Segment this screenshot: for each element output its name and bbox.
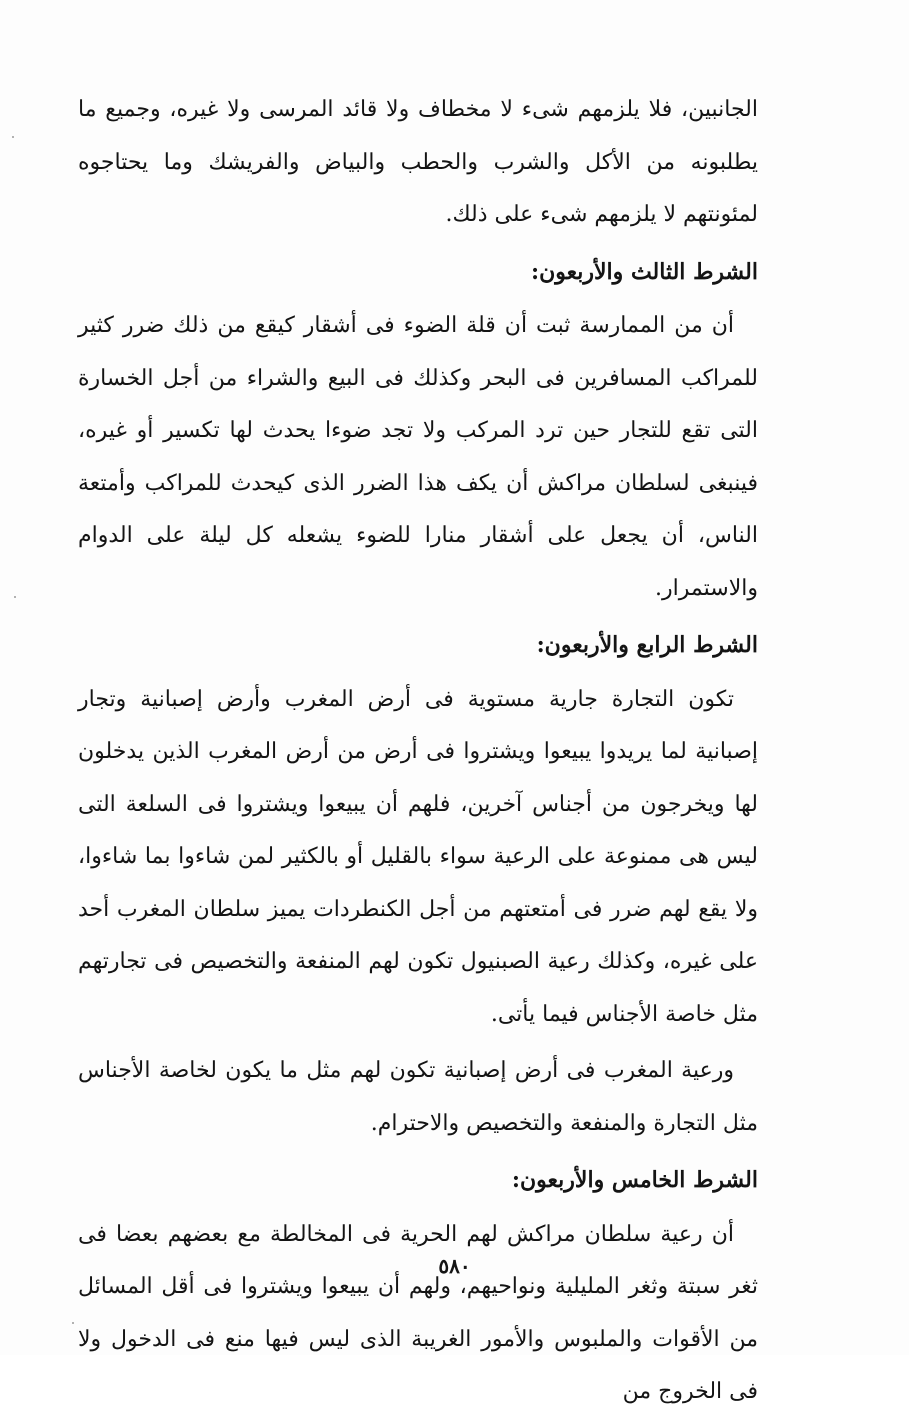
heading-condition-45: الشرط الخامس والأربعون: bbox=[511, 1167, 758, 1193]
paragraph-condition-45: أن رعية سلطان مراكش لهم الحرية فى المخالطة مع بعضهم بعضا فى ثغر سبتة وثغر المليلية ونواحيهم، ولهم أن يبيعوا ويشتروا فى أقل المسائل من الأقوات والملبوس والأمور الغريبة الذى ليس فيها منع فى الدخول ولا فى الخروج من bbox=[78, 1221, 758, 1404]
scan-speck bbox=[12, 136, 14, 138]
heading-condition-43: الشرط الثالث والأربعون: bbox=[531, 258, 758, 285]
paragraph-condition-43: أن من الممارسة ثبت أن قلة الضوء فى أشقار كيقع من ذلك ضرر كثير للمراكب المسافرين فى البحر وكذلك فى البيع والشراء من أجل الخسارة التى تقع للتجار حين ترد المركب ولا تجد ضوءا يحدث لها تكسير أو غيره، فينبغى لسلطان مراكش أن يكف هذا الضرر الذى كيحدث للمراكب وأمتعة الناس، أن يجعل على أشقار منارا للضوء يشعله كل ليلة على الدوام والاستمرار. bbox=[78, 313, 758, 601]
scan-speck bbox=[14, 596, 16, 598]
page-number: ٥٨٠ bbox=[438, 1254, 471, 1278]
scan-speck bbox=[72, 1322, 74, 1324]
paragraph-moroccan-subjects: ورعية المغرب فى أرض إصبانية تكون لهم مثل ما يكون لخاصة الأجناس مثل التجارة والمنفعة والتخصيص والاحترام. bbox=[78, 1058, 758, 1136]
paragraph-condition-44: تكون التجارة جارية مستوية فى أرض المغرب وأرض إصبانية وتجار إصبانية لما يريدوا يبيعوا ويشتروا فى أرض من أرض المغرب الذين يدخلون لها ويخرجون من أجناس آخرين، فلهم أن يبيعوا ويشتروا فى السلعة التى ليس هى ممنوعة على الرعية سواء بالقليل أو بالكثير لمن شاءوا بما شاءوا، ولا يقع لهم ضرر فى أمتعتهم من أجل الكنطردات يميز سلطان المغرب أحد على غيره، وكذلك رعية الصبنيول تكون لهم المنفعة والتخصيص فى تجارتهم مثل خاصة الأجناس فيما يأتى. bbox=[78, 686, 758, 1027]
body-text bbox=[78, 84, 758, 1419]
heading-condition-44: الشرط الرابع والأربعون: bbox=[536, 632, 758, 658]
paragraph-intro: الجانبين، فلا يلزمهم شىء لا مخطاف ولا قائد المرسى ولا غيره، وجميع ما يطلبونه من الأكل والشرب والحطب والبياض والفريشك وما يحتاجوه لمئونتهم لا يلزمهم شىء على ذلك. bbox=[78, 97, 758, 227]
